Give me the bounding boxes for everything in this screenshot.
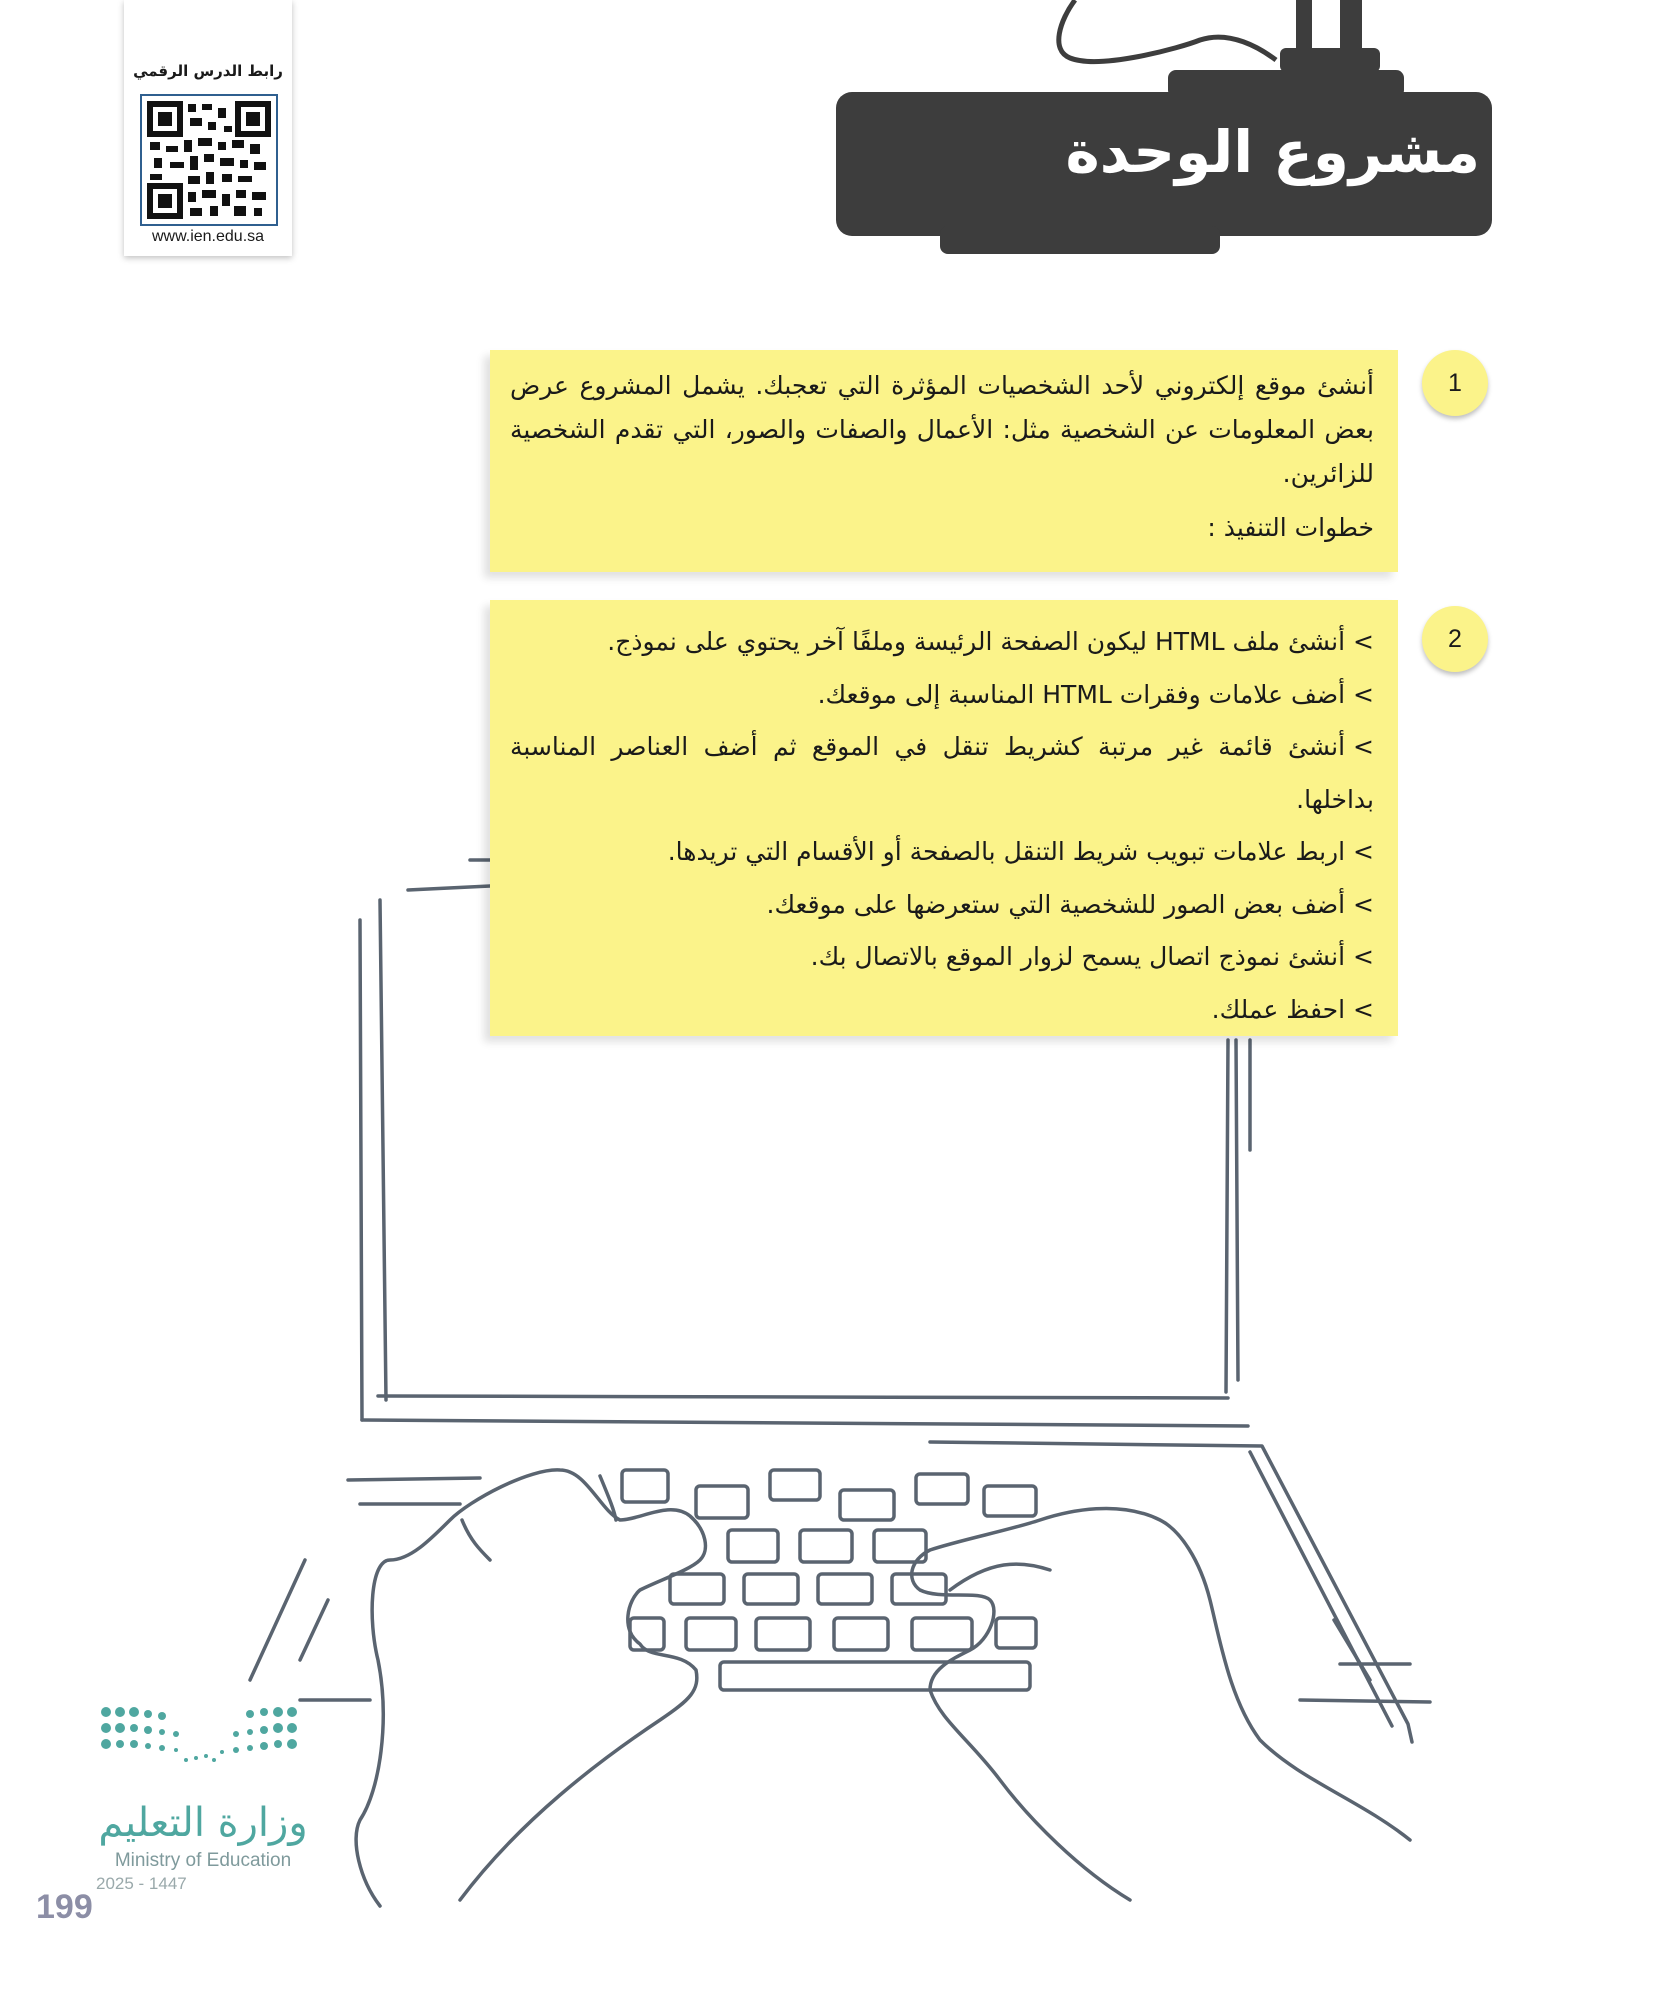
- ministry-year: 2025 - 1447: [96, 1874, 187, 1893]
- steps-note: [490, 600, 1398, 1036]
- step-item: >أنشئ قائمة غير مرتبة كشريط تنقل في الموقع ثم أضف العناصر المناسبة بداخلها.: [510, 732, 1374, 814]
- bullet-icon: >: [1353, 679, 1374, 709]
- step-item: >اربط علامات تبويب شريط التنقل بالصفحة أو الأقسام التي تريدها.: [667, 837, 1374, 866]
- step-item: >احفظ عملك.: [1211, 994, 1374, 1024]
- bullet-icon: >: [1353, 994, 1374, 1024]
- step-item: >أنشئ ملف HTML ليكون الصفحة الرئيسة وملفًا آخر يحتوي على نموذج.: [607, 627, 1374, 656]
- bullet-icon: >: [1353, 627, 1374, 656]
- step-item: >أضف بعض الصور للشخصية التي ستعرضها على موقعك.: [766, 889, 1374, 919]
- step-item: >أنشئ نموذج اتصال يسمح لزوار الموقع بالاتصال بك.: [810, 942, 1374, 971]
- steps-title: خطوات التنفيذ :: [1207, 513, 1374, 542]
- bullet-icon: >: [1353, 942, 1374, 971]
- ministry-logo-icon: [96, 1700, 310, 1790]
- step-item: >أضف علامات وفقرات HTML المناسبة إلى موقعك.: [817, 679, 1374, 709]
- bullet-icon: >: [1353, 837, 1374, 866]
- ministry-name-ar: وزارة التعليم: [98, 1800, 308, 1846]
- qr-label: رابط الدرس الرقمي: [133, 62, 283, 80]
- steps-list: [510, 616, 1374, 1036]
- bullet-icon: >: [1353, 889, 1374, 919]
- ministry-name-en: Ministry of Education: [114, 1850, 292, 1871]
- page-number: 199: [36, 1888, 93, 1926]
- bullet-icon: >: [1353, 732, 1374, 761]
- project-description: أنشئ موقع إلكتروني لأحد الشخصيات المؤثرة التي تعجبك. يشمل المشروع عرض بعض المعلومات عن الشخصية مثل: الأعمال والصفات والصور، التي تقدم الشخصية للزائرين.: [510, 371, 1374, 488]
- step-number-1: 1: [1422, 350, 1488, 416]
- qr-url[interactable]: www.ien.edu.sa: [151, 228, 265, 245]
- page-title: مشروع الوحدة: [1065, 118, 1480, 186]
- step-number-2: 2: [1422, 606, 1488, 672]
- project-description-note: [490, 350, 1398, 572]
